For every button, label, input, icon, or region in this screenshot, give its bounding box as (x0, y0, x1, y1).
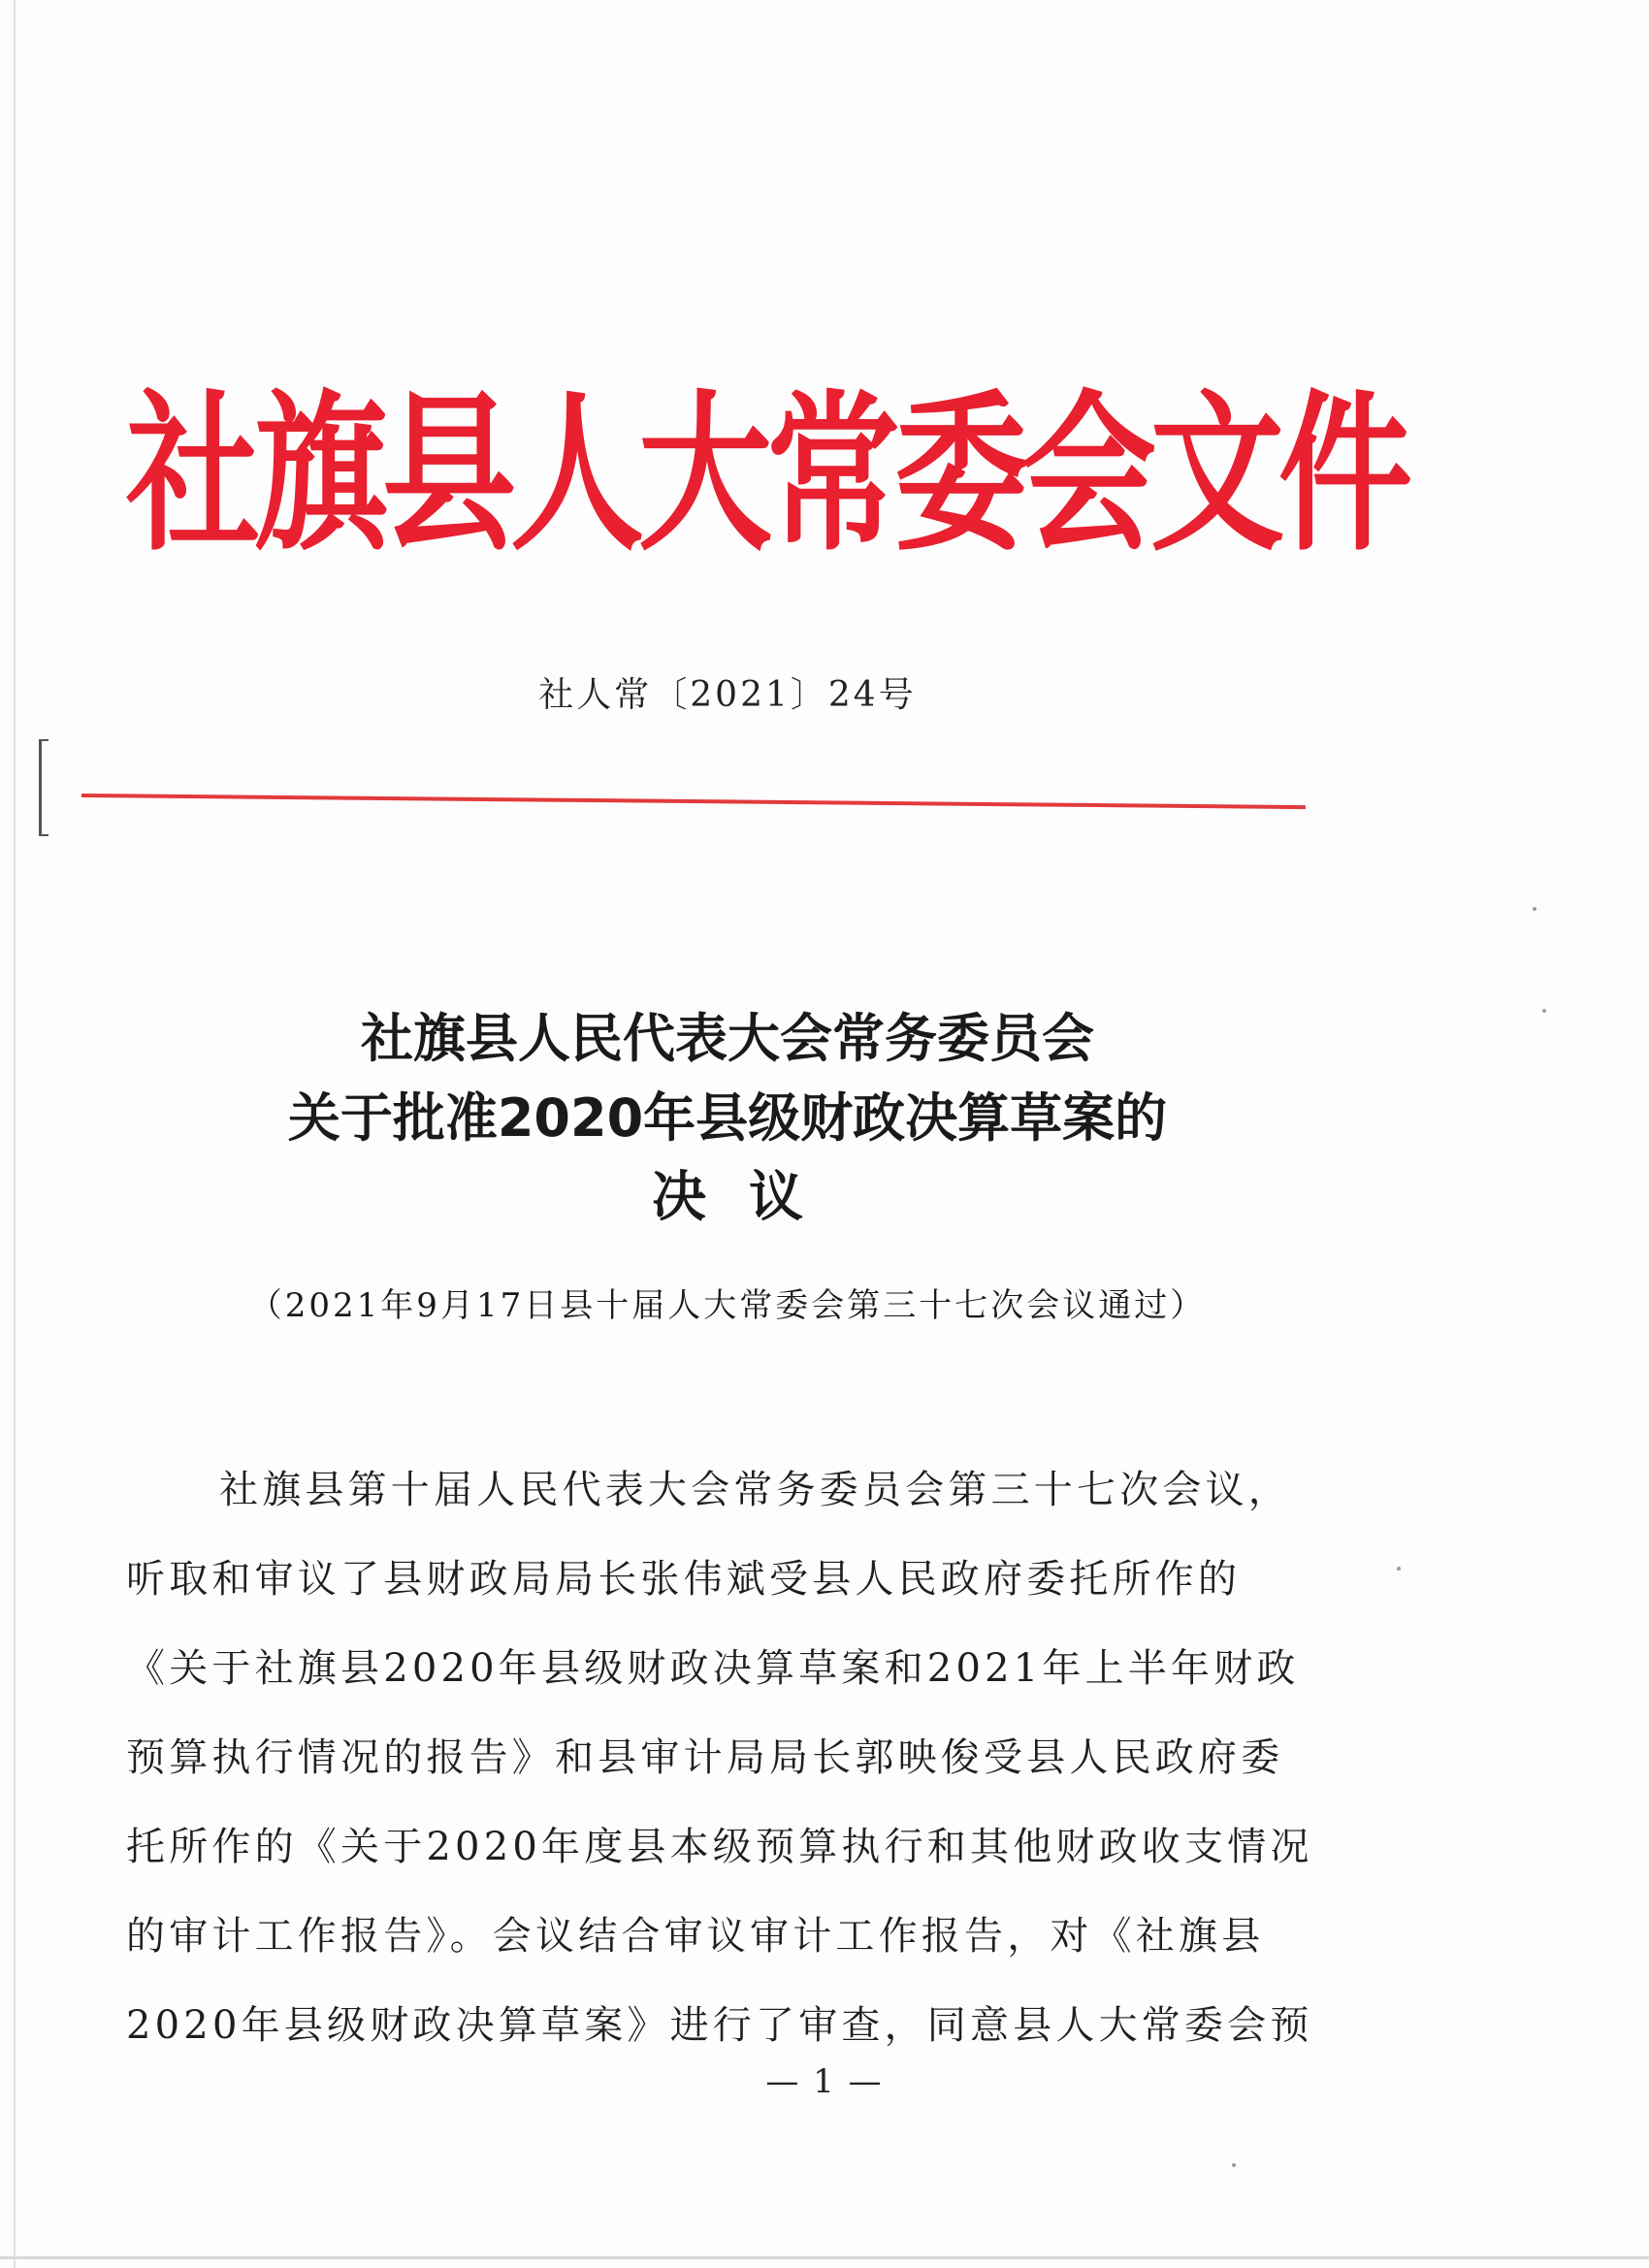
body-line: 《关于社旗县2020年县级财政决算草案和2021年上半年财政 (126, 1646, 1300, 1691)
scan-edge-left (14, 0, 16, 2268)
scan-speck (1542, 1009, 1546, 1013)
adoption-note: （2021年9月17日县十届人大常委会第三十七次会议通过） (248, 1286, 1207, 1325)
body-line: 托所作的《关于2020年度县本级预算执行和其他财政收支情况 (126, 1825, 1313, 1869)
page-number: — 1 — (765, 2062, 884, 2101)
document-header-title: 社旗县人大常委会文件 (126, 374, 1407, 575)
document-number: 社人常〔2021〕24号 (538, 675, 917, 715)
resolution-title (146, 999, 1310, 1238)
resolution-title-line: 社旗县人民代表大会常务委员会 (361, 1008, 1094, 1069)
body-line: 听取和审议了县财政局局长张伟斌受县人民政府委托所作的 (126, 1557, 1242, 1602)
scan-speck (1533, 907, 1536, 911)
scan-speck (1397, 1567, 1401, 1571)
scan-edge-bottom (0, 2256, 1649, 2259)
resolution-title-line: 决议 (652, 1166, 846, 1229)
binding-mark (39, 739, 48, 836)
resolution-title-line: 关于批准2020年县级财政决算草案的 (287, 1087, 1168, 1149)
body-paragraph (126, 1445, 1313, 2070)
body-line: 的审计工作报告》。会议结合审议审计工作报告，对《社旗县 (126, 1914, 1265, 1959)
body-line: 2020年县级财政决算草案》进行了审查，同意县人大常委会预 (126, 2003, 1313, 2048)
scan-speck (1232, 2163, 1236, 2167)
body-line: 社旗县第十届人民代表大会常务委员会第三十七次会议， (219, 1468, 1291, 1512)
red-separator-line (81, 794, 1306, 809)
body-line: 预算执行情况的报告》和县审计局局长郭映俊受县人民政府委 (126, 1735, 1284, 1780)
